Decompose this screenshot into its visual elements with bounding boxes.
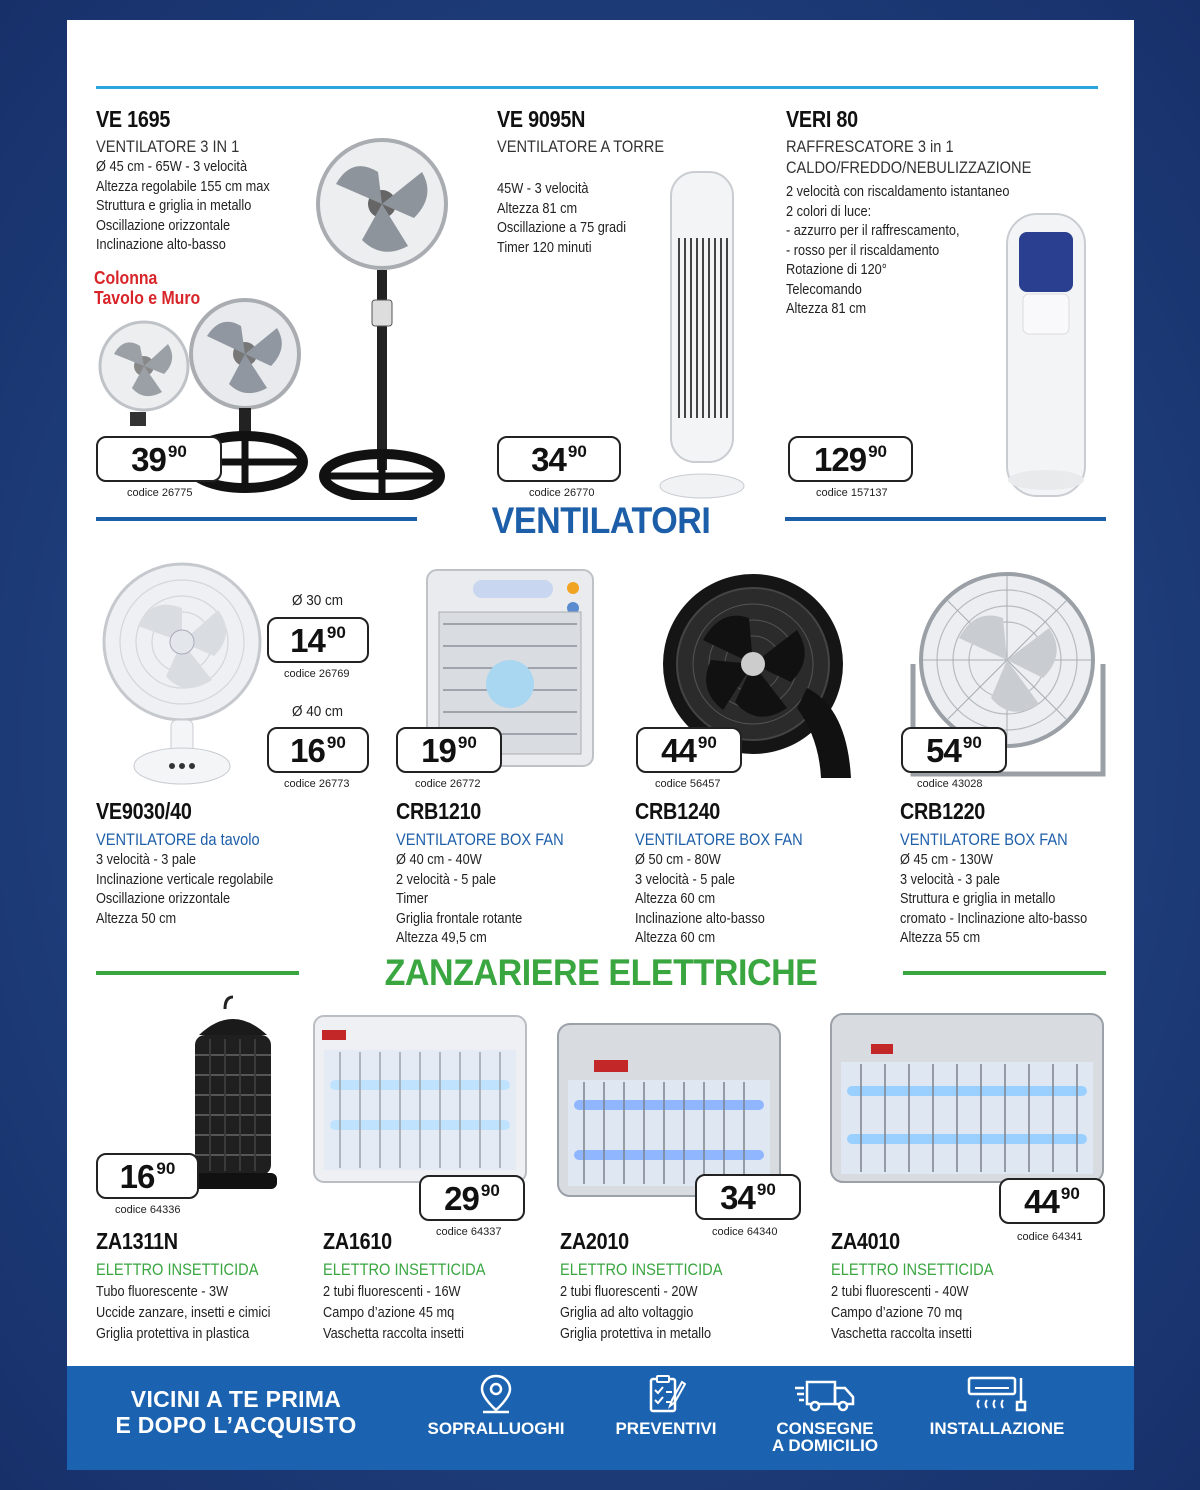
flyer-page	[67, 20, 1134, 1470]
product-model: ZA2010	[560, 1228, 629, 1254]
spec-line: Altezza 60 cm	[635, 930, 716, 946]
spec-line: 3 velocità - 5 pale	[635, 871, 736, 888]
variant-diameter: Ø 30 cm	[292, 592, 344, 609]
spec-line: Altezza 50 cm	[96, 910, 177, 927]
top-divider	[96, 86, 1098, 89]
bug-zapper-za1610-image	[310, 1010, 530, 1190]
highlight-line: Tavolo e Muro	[94, 288, 201, 308]
product-codice: codice 26770	[529, 487, 595, 499]
spec-line: 2 velocità - 5 pale	[396, 871, 497, 888]
product-codice: codice 64337	[436, 1226, 502, 1238]
price-decimal: 90	[326, 623, 346, 642]
product-specs	[831, 1282, 997, 1345]
price-decimal: 90	[567, 442, 587, 461]
product-crb1220	[900, 798, 1113, 949]
spec-line: Uccide zanzare, insetti e cimici	[96, 1305, 271, 1321]
product-ve9030	[96, 798, 298, 929]
spec-line: 2 tubi fluorescenti - 20W	[560, 1284, 698, 1300]
service-label: PREVENTIVI	[615, 1419, 717, 1438]
tower-fan-image	[657, 168, 747, 503]
product-za4010	[831, 1228, 1020, 1345]
spec-line: - azzurro per il raffrescamento,	[786, 223, 960, 239]
product-za1311n	[96, 1228, 294, 1345]
product-type-line2: CALDO/FREDDO/NEBULIZZAZIONE	[786, 158, 1032, 177]
price-tag	[901, 727, 1007, 773]
delivery-truck-icon	[793, 1374, 857, 1414]
spec-line: Altezza 81 cm	[786, 301, 867, 317]
variant-diameter: Ø 40 cm	[292, 703, 344, 720]
air-cooler-image	[1001, 210, 1091, 505]
product-codice: codice 26773	[284, 778, 350, 790]
spec-line: Telecomando	[786, 281, 862, 298]
price-decimal: 90	[480, 1181, 500, 1200]
product-crb1210	[396, 798, 591, 949]
bug-zapper-za4010-image	[827, 1010, 1107, 1190]
product-specs	[96, 1282, 270, 1345]
product-specs	[96, 851, 273, 929]
spec-line: Ø 45 cm - 65W - 3 velocità	[96, 159, 248, 175]
spec-line: Inclinazione verticale regolabile	[96, 871, 274, 888]
price-tag	[497, 436, 621, 482]
service-preventivi[interactable]	[601, 1374, 731, 1437]
air-conditioner-icon	[965, 1374, 1029, 1414]
price-integer: 29	[444, 1180, 479, 1217]
spec-line: Vaschetta raccolta insetti	[323, 1326, 464, 1342]
spec-line: 2 colori di luce:	[786, 203, 872, 220]
spec-line: Timer	[396, 891, 429, 907]
tagline-line: VICINI A TE PRIMA	[130, 1386, 342, 1412]
price-tag	[96, 1153, 199, 1199]
spec-line: Oscillazione orizzontale	[96, 217, 231, 234]
product-codice: codice 26772	[415, 778, 481, 790]
spec-line: Struttura e griglia in metallo	[900, 891, 1056, 907]
product-codice: codice 157137	[816, 487, 888, 499]
service-label: INSTALLAZIONE	[929, 1419, 1065, 1438]
spec-line: Altezza 60 cm	[635, 891, 716, 907]
price-decimal: 90	[326, 733, 346, 752]
product-codice: codice 56457	[655, 778, 721, 790]
service-sopralluoghi[interactable]	[419, 1374, 573, 1437]
price-tag	[999, 1178, 1105, 1224]
checklist-icon	[646, 1374, 686, 1414]
section-title-ventilatori: VENTILATORI	[491, 500, 711, 541]
product-za1610	[323, 1228, 512, 1345]
price-decimal: 90	[457, 733, 477, 752]
price-integer: 19	[421, 732, 456, 769]
price-decimal: 90	[697, 733, 717, 752]
section-line-right	[903, 971, 1106, 975]
price-decimal: 90	[167, 442, 187, 461]
price-tag	[96, 436, 222, 482]
spec-line: Tubo fluorescente - 3W	[96, 1284, 229, 1300]
spec-line: Ø 50 cm - 80W	[635, 852, 721, 868]
spec-line: Oscillazione orizzontale	[96, 891, 231, 907]
price-integer: 34	[531, 441, 566, 478]
product-model: ZA4010	[831, 1228, 900, 1254]
product-codice: codice 64341	[1017, 1231, 1083, 1243]
price-tag	[267, 727, 369, 773]
spec-line: Inclinazione alto-basso	[635, 910, 765, 927]
product-type: ELETTRO INSETTICIDA	[560, 1260, 723, 1279]
price-decimal: 90	[1060, 1184, 1080, 1203]
service-label: A DOMICILIO	[771, 1436, 879, 1455]
spec-line: Timer 120 minuti	[497, 239, 592, 256]
product-model: VE 9095N	[497, 106, 586, 132]
spec-line: Griglia ad alto voltaggio	[560, 1305, 694, 1321]
product-codice: codice 43028	[917, 778, 983, 790]
desk-fan-image	[97, 560, 267, 790]
spec-line: Campo d’azione 45 mq	[323, 1305, 455, 1321]
product-specs	[323, 1282, 489, 1345]
spec-line: 2 velocità con riscaldamento istantaneo	[786, 184, 1010, 200]
product-codice: codice 64340	[712, 1226, 778, 1238]
spec-line: Inclinazione alto-basso	[96, 237, 226, 253]
services-footer	[67, 1366, 1134, 1470]
spec-line: - rosso per il riscaldamento	[786, 242, 940, 259]
service-consegne[interactable]	[755, 1374, 895, 1454]
spec-line: 45W - 3 velocità	[497, 181, 589, 197]
product-type: VENTILATORE BOX FAN	[396, 830, 564, 849]
spec-line: Altezza 49,5 cm	[396, 930, 487, 946]
product-type: VENTILATORE da tavolo	[96, 830, 260, 849]
price-integer: 44	[661, 732, 696, 769]
price-tag	[695, 1174, 801, 1220]
product-model: ZA1311N	[96, 1228, 178, 1254]
section-line-right	[785, 517, 1106, 521]
price-integer: 14	[290, 622, 325, 659]
product-specs	[497, 180, 668, 258]
spec-line: Altezza 81 cm	[497, 200, 578, 217]
price-integer: 129	[814, 441, 867, 478]
product-specs	[560, 1282, 726, 1345]
service-label: SOPRALLUOGHI	[427, 1419, 565, 1438]
product-specs	[396, 851, 568, 949]
price-tag	[636, 727, 742, 773]
tagline-line: E DOPO L’ACQUISTO	[115, 1412, 357, 1438]
spec-line: Altezza 55 cm	[900, 930, 981, 946]
price-tag	[788, 436, 913, 482]
product-type: ELETTRO INSETTICIDA	[96, 1260, 259, 1279]
spec-line: Struttura e griglia in metallo	[96, 198, 252, 214]
price-decimal: 90	[756, 1180, 776, 1199]
product-codice: codice 26775	[127, 487, 193, 499]
price-integer: 44	[1024, 1183, 1059, 1220]
price-integer: 39	[131, 441, 166, 478]
product-type: VENTILATORE BOX FAN	[635, 830, 803, 849]
section-line-left	[96, 517, 417, 521]
price-decimal: 90	[868, 442, 887, 461]
product-specs	[786, 183, 1037, 320]
spec-line: Griglia protettiva in plastica	[96, 1326, 250, 1342]
spec-line: Ø 40 cm - 40W	[396, 852, 482, 868]
product-model: CRB1210	[396, 798, 482, 824]
price-integer: 16	[119, 1158, 155, 1195]
product-codice: codice 26769	[284, 668, 350, 680]
spec-line: Vaschetta raccolta insetti	[831, 1326, 972, 1342]
spec-line: 3 velocità - 3 pale	[96, 852, 197, 868]
bug-zapper-za2010-image	[554, 1020, 784, 1200]
product-type: RAFFRESCATORE 3 in 1	[786, 137, 954, 156]
spec-line: Griglia frontale rotante	[396, 910, 523, 927]
product-model: CRB1240	[635, 798, 721, 824]
spec-line: 2 tubi fluorescenti - 40W	[831, 1284, 969, 1300]
price-tag	[396, 727, 502, 773]
product-model: VERI 80	[786, 106, 858, 132]
section-line-left	[96, 971, 299, 975]
product-type: ELETTRO INSETTICIDA	[831, 1260, 994, 1279]
product-model: ZA1610	[323, 1228, 392, 1254]
spec-line: Campo d’azione 70 mq	[831, 1305, 963, 1321]
product-type: VENTILATORE 3 IN 1	[96, 137, 240, 156]
bug-zapper-lantern-image	[185, 995, 280, 1195]
spec-line: Ø 45 cm - 130W	[900, 852, 993, 868]
highlight-line: Colonna	[94, 268, 158, 288]
price-tag	[267, 617, 369, 663]
product-model: VE9030/40	[96, 798, 192, 824]
footer-tagline	[101, 1386, 371, 1438]
product-model: CRB1220	[900, 798, 986, 824]
price-integer: 54	[926, 732, 961, 769]
price-integer: 34	[720, 1179, 755, 1216]
spec-line: Rotazione di 120°	[786, 262, 887, 278]
section-title-zanzariere: ZANZARIERE ELETTRICHE	[384, 952, 818, 993]
product-model: VE 1695	[96, 106, 171, 132]
spec-line: Altezza regolabile 155 cm max	[96, 178, 270, 195]
spec-line: cromato - Inclinazione alto-basso	[900, 910, 1088, 927]
price-integer: 16	[290, 732, 325, 769]
product-type: VENTILATORE A TORRE	[497, 137, 665, 156]
price-tag	[419, 1175, 525, 1221]
product-type: VENTILATORE BOX FAN	[900, 830, 1068, 849]
spec-line: Oscillazione a 75 gradi	[497, 220, 627, 236]
product-specs	[635, 851, 807, 949]
price-decimal: 90	[156, 1159, 176, 1178]
service-installazione[interactable]	[917, 1374, 1077, 1437]
spec-line: Griglia protettiva in metallo	[560, 1326, 712, 1342]
product-za2010	[560, 1228, 749, 1345]
service-label: CONSEGNE	[776, 1419, 874, 1438]
spec-line: 3 velocità - 3 pale	[900, 871, 1001, 888]
product-type: ELETTRO INSETTICIDA	[323, 1260, 486, 1279]
price-decimal: 90	[962, 733, 982, 752]
product-specs	[900, 851, 1087, 949]
spec-line: 2 tubi fluorescenti - 16W	[323, 1284, 461, 1300]
product-crb1240	[635, 798, 830, 949]
location-pin-icon	[479, 1374, 513, 1414]
product-codice: codice 64336	[115, 1204, 181, 1216]
